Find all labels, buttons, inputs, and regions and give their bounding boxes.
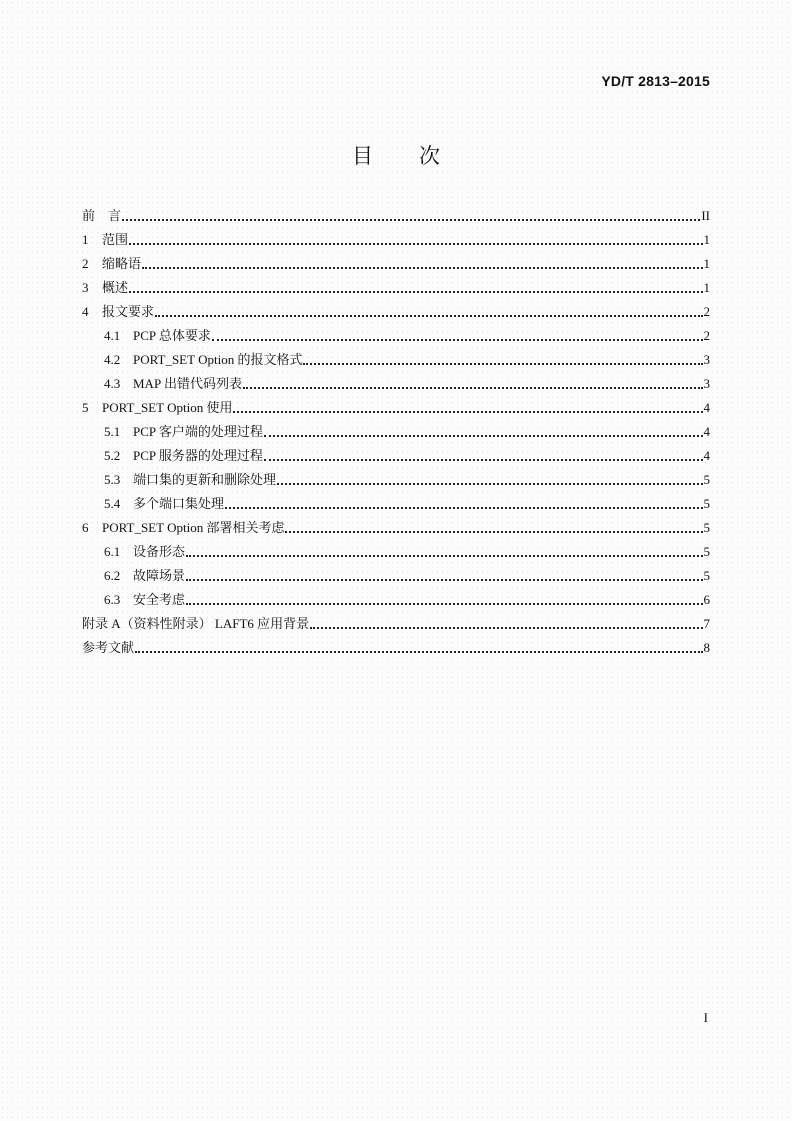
toc-dot-leader [142, 267, 702, 269]
toc-entry-label: PORT_SET Option 部署相关考虑 [102, 520, 285, 535]
toc-dot-leader [225, 507, 702, 509]
toc-entry[interactable] [82, 420, 710, 444]
toc-entry-number: 4.3 [104, 376, 121, 391]
toc-entry-label: 前 言 [82, 208, 122, 223]
toc-entry-page: 5 [703, 568, 710, 583]
toc-entry-page: 2 [703, 328, 710, 343]
toc-entry[interactable] [82, 492, 710, 516]
toc-entry-label: PORT_SET Option 使用 [102, 400, 233, 415]
toc-entry-page: 1 [703, 256, 710, 271]
toc-entry-label: PCP 客户端的处理过程 [133, 424, 263, 439]
toc-entry[interactable] [82, 300, 710, 324]
toc-entry[interactable] [82, 636, 710, 660]
toc-entry-number: 1 [82, 232, 89, 247]
toc-entry-number: 5.4 [104, 496, 121, 511]
toc-dot-leader [186, 603, 702, 605]
toc-entry-label: PCP 服务器的处理过程 [133, 448, 263, 463]
toc-entry-page: 4 [703, 424, 710, 439]
toc-dot-leader [243, 387, 703, 389]
toc-dot-leader [129, 291, 702, 293]
toc-entry[interactable] [82, 324, 710, 348]
toc-entry-label: 端口集的更新和删除处理 [133, 472, 277, 487]
toc-entry-label: PCP 总体要求 [133, 328, 211, 343]
toc-entry-number: 4.2 [104, 352, 121, 367]
toc-entry-label: 故障场景 [133, 568, 186, 583]
toc-entry[interactable] [82, 564, 710, 588]
toc-entry-label: 设备形态 [133, 544, 186, 559]
toc-entry-number: 5.1 [104, 424, 121, 439]
toc-dot-leader [310, 627, 702, 629]
toc-entry-page: 1 [703, 280, 710, 295]
toc-entry-label: 安全考虑 [133, 592, 186, 607]
toc-entry[interactable] [82, 516, 710, 540]
toc-entry-number: 2 [82, 256, 89, 271]
toc-entry[interactable] [82, 444, 710, 468]
toc-entry-number: 5.3 [104, 472, 121, 487]
toc-dot-leader [285, 531, 702, 533]
toc-entry[interactable] [82, 348, 710, 372]
toc-entry-page: II [701, 208, 710, 223]
toc-entry-number: 5 [82, 400, 89, 415]
toc-entry-page: 7 [703, 616, 710, 631]
toc-dot-leader [264, 459, 703, 461]
toc-entry-number: 6.3 [104, 592, 121, 607]
toc-entry-page: 5 [703, 544, 710, 559]
toc-entry-number: 4 [82, 304, 89, 319]
toc-entry-page: 5 [703, 496, 710, 511]
toc-dot-leader [303, 363, 702, 365]
toc-entry-label: 缩略语 [102, 256, 142, 271]
toc-dot-leader [122, 219, 700, 221]
toc-entry-page: 5 [703, 472, 710, 487]
toc-entry[interactable] [82, 372, 710, 396]
toc-dot-leader [277, 483, 702, 485]
toc-entry-page: 6 [703, 592, 710, 607]
toc-dot-leader [233, 411, 702, 413]
toc-dot-leader [135, 651, 702, 653]
toc-dot-leader [264, 435, 703, 437]
toc-entry-label: 范围 [102, 232, 129, 247]
toc-entry[interactable] [82, 396, 710, 420]
toc-entry-label: 参考文献 [82, 640, 135, 655]
toc-entry-label: 多个端口集处理 [133, 496, 225, 511]
toc-dot-leader [186, 555, 702, 557]
toc-entry[interactable] [82, 228, 710, 252]
toc-dot-leader [155, 315, 702, 317]
toc-entry-number: 3 [82, 280, 89, 295]
toc-entry-number: 6.1 [104, 544, 121, 559]
toc-entry-page: 4 [703, 448, 710, 463]
toc-entry[interactable] [82, 612, 710, 636]
toc-entry-page: 8 [703, 640, 710, 655]
table-of-contents [82, 204, 710, 660]
toc-entry-page: 4 [703, 400, 710, 415]
toc-entry[interactable] [82, 276, 710, 300]
toc-entry-page: 3 [703, 352, 710, 367]
toc-entry[interactable] [82, 252, 710, 276]
toc-entry-page: 2 [703, 304, 710, 319]
toc-entry-label: PORT_SET Option 的报文格式 [133, 352, 303, 367]
toc-dot-leader [129, 243, 702, 245]
toc-entry-number: 6.2 [104, 568, 121, 583]
document-code: YD/T 2813–2015 [601, 73, 710, 89]
toc-entry-number: 5.2 [104, 448, 121, 463]
toc-dot-leader [212, 339, 703, 341]
toc-entry-label: 附录 A（资料性附录） LAFT6 应用背景 [82, 616, 310, 631]
toc-entry-label: 概述 [102, 280, 129, 295]
toc-dot-leader [186, 579, 702, 581]
toc-entry-label: 报文要求 [102, 304, 155, 319]
toc-entry-label: MAP 出错代码列表 [133, 376, 242, 391]
toc-entry-page: 5 [703, 520, 710, 535]
toc-entry[interactable] [82, 204, 710, 228]
toc-entry[interactable] [82, 588, 710, 612]
toc-entry[interactable] [82, 468, 710, 492]
toc-entry-page: 3 [703, 376, 710, 391]
toc-entry-number: 6 [82, 520, 89, 535]
toc-entry-number: 4.1 [104, 328, 121, 343]
page-title: 目次 [352, 144, 486, 168]
toc-entry-page: 1 [703, 232, 710, 247]
page-number: I [703, 1010, 708, 1025]
toc-entry[interactable] [82, 540, 710, 564]
